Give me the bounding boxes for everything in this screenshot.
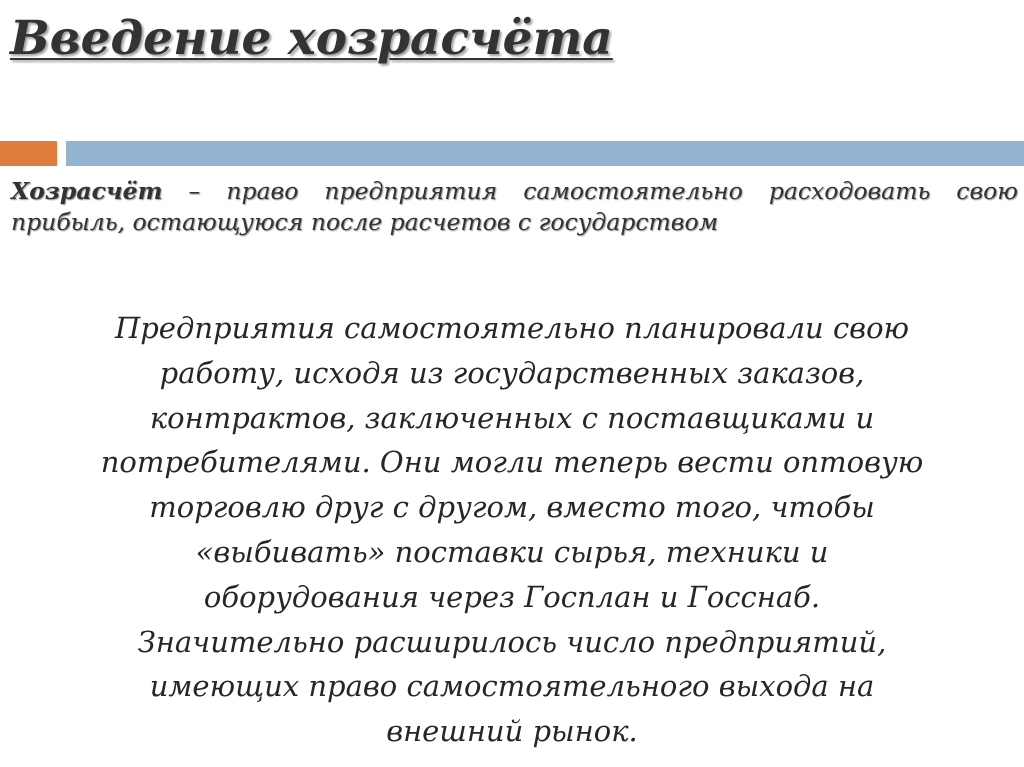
body-line: торговлю друг с другом, вместо того, чтобы xyxy=(149,490,875,525)
body-paragraph xyxy=(0,306,1024,754)
body-line: Предприятия самостоятельно планировали свою xyxy=(114,311,910,345)
body-line: работу, исходя из государственных заказов, xyxy=(159,355,865,390)
body-line: имеющих право самостоятельного выхода на xyxy=(149,669,875,704)
definition-term: Хозрасчёт xyxy=(11,177,163,205)
body-line: оборудования через Госплан и Госснаб. xyxy=(203,579,821,614)
definition-text: – право предприятия самостоятельно расходовать свою прибыль, остающуюся после расчетов с государством xyxy=(11,177,1018,236)
body-line: внешний рынок. xyxy=(386,714,638,749)
accent-bar-blue xyxy=(66,141,1024,166)
slide-title: Введение хозрасчёта xyxy=(10,11,613,66)
body-line: контрактов, заключенных с поставщиками и xyxy=(149,400,875,435)
body-line: Значительно расширилось число предприятий, xyxy=(137,624,887,659)
accent-square-orange xyxy=(0,141,57,166)
body-line: потребителями. Они могли теперь вести оптовую xyxy=(100,445,924,480)
definition-paragraph xyxy=(11,176,1018,238)
body-line: «выбивать» поставки сырья, техники и xyxy=(195,534,829,569)
